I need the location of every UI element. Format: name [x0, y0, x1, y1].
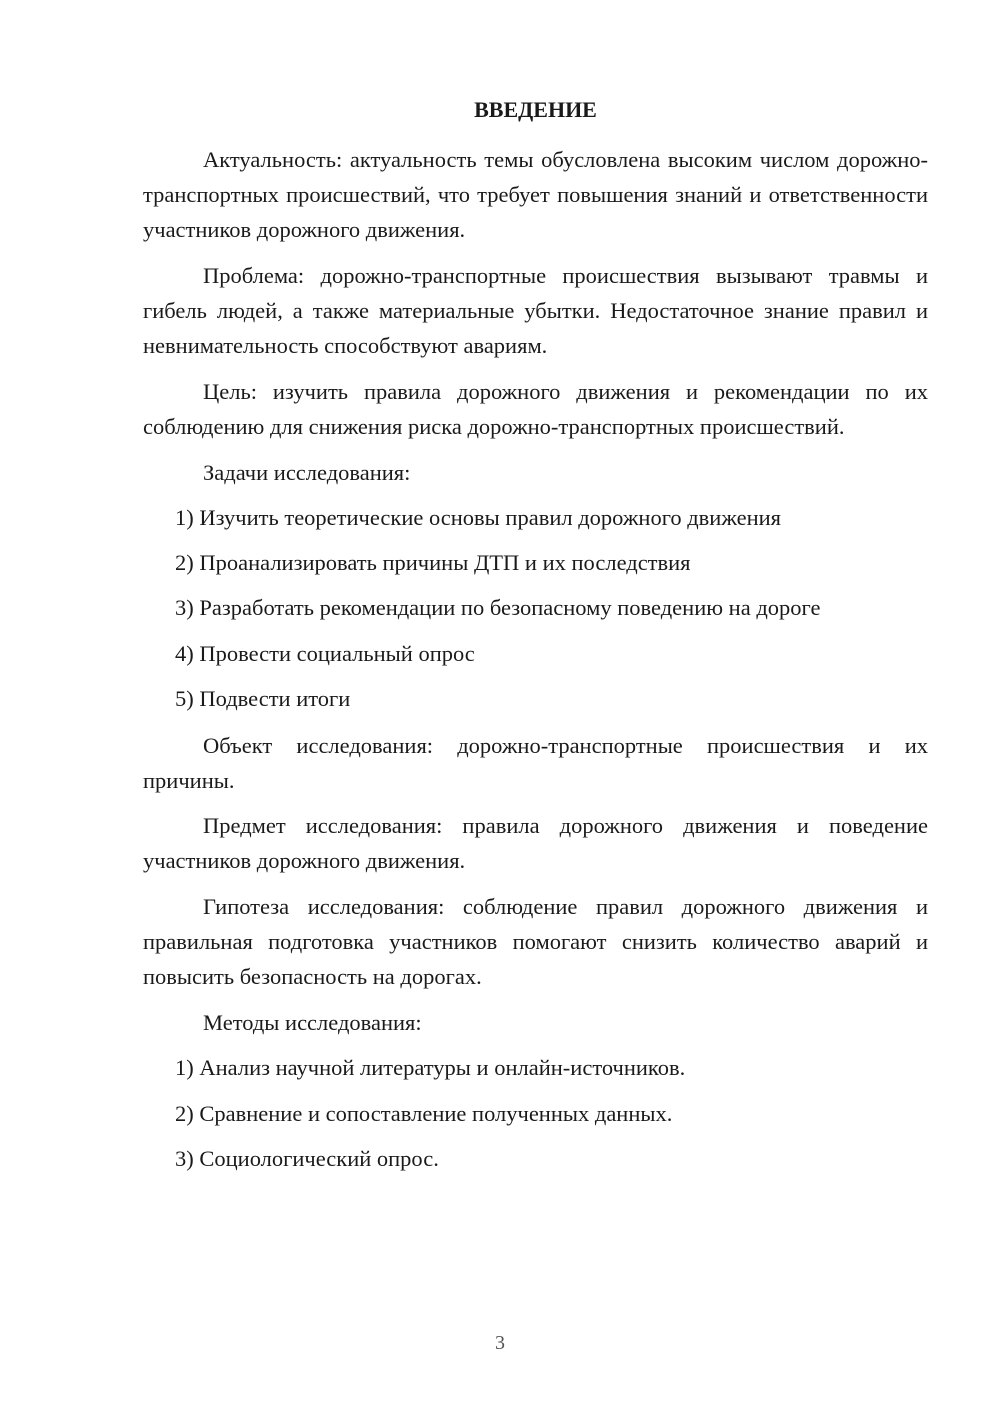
- task-item: 4) Провести социальный опрос: [175, 641, 475, 666]
- tasks-heading: Задачи исследования:: [203, 460, 411, 485]
- method-item: 1) Анализ научной литературы и онлайн-источников.: [175, 1055, 686, 1080]
- task-item: 3) Разработать рекомендации по безопасному поведению на дороге: [175, 595, 821, 620]
- object-paragraph: Объект исследования: дорожно-транспортные происшествия и их причины.: [143, 733, 928, 793]
- task-item: 2) Проанализировать причины ДТП и их последствия: [175, 550, 691, 575]
- methods-heading: Методы исследования:: [203, 1010, 422, 1035]
- task-item: 1) Изучить теоретические основы правил дорожного движения: [175, 505, 782, 530]
- method-item: 3) Социологический опрос.: [175, 1146, 439, 1171]
- goal-paragraph: Цель: изучить правила дорожного движения и рекомендации по их соблюдению для снижения риска дорожно-транспортных происшествий.: [143, 379, 928, 439]
- hypothesis-paragraph: Гипотеза исследования: соблюдение правил дорожного движения и правильная подготовка участников помогают снизить количество аварий и повысить безопасность на дорогах.: [143, 894, 928, 989]
- method-item: 2) Сравнение и сопоставление полученных данных.: [175, 1101, 673, 1126]
- problem-paragraph: Проблема: дорожно-транспортные происшествия вызывают травмы и гибель людей, а также материальные убытки. Недостаточное знание правил и невнимательность способствуют авариям.: [143, 263, 928, 358]
- relevance-paragraph: Актуальность: актуальность темы обусловлена высоким числом дорожно-транспортных происшествий, что требует повышения знаний и ответственности участников дорожного движения.: [143, 147, 928, 242]
- page-number: 3: [495, 1332, 505, 1354]
- task-item: 5) Подвести итоги: [175, 686, 351, 711]
- subject-paragraph: Предмет исследования: правила дорожного движения и поведение участников дорожного движения.: [143, 813, 928, 873]
- section-title: ВВЕДЕНИЕ: [474, 97, 597, 122]
